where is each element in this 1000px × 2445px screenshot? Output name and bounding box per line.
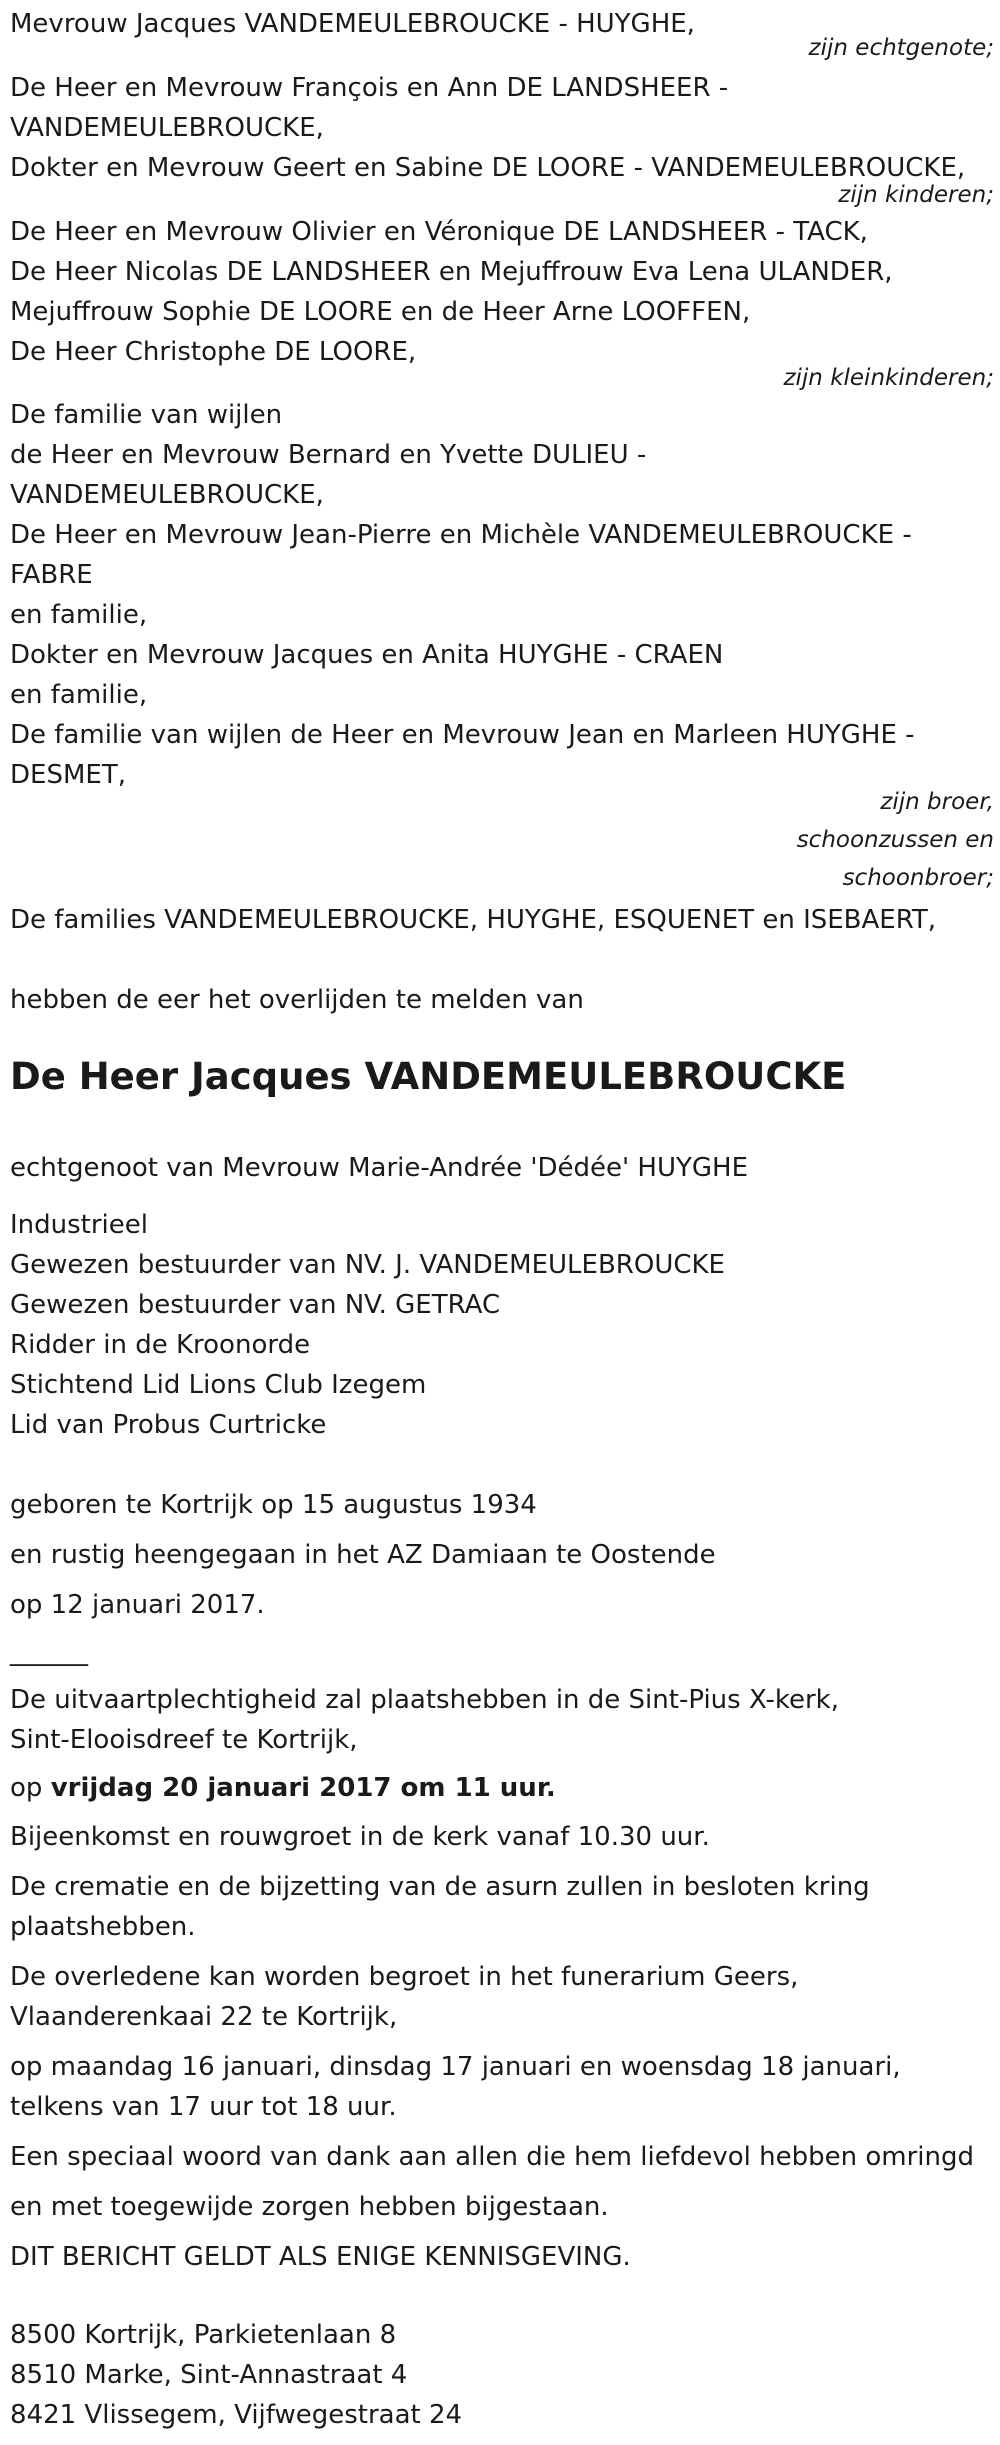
grandchild-line: Mejuffrouw Sophie DE LOORE en de Heer Arne LOOFFEN, [10, 297, 751, 327]
notice-line: DIT BERICHT GELDT ALS ENIGE KENNISGEVING. [10, 2242, 631, 2272]
funeral-date: vrijdag 20 januari 2017 om 11 uur. [50, 1773, 556, 1803]
thanks-line: en met toegewijde zorgen hebben bijgestaan. [10, 2192, 609, 2222]
thanks-line: Een speciaal woord van dank aan allen die hem liefdevol hebben omringd [10, 2142, 974, 2172]
address-line: 8500 Kortrijk, Parkietenlaan 8 [10, 2320, 397, 2350]
title-line: Lid van Probus Curtricke [10, 1410, 327, 1440]
sibling-line: en familie, [10, 600, 148, 630]
deceased-spouse: echtgenoot van Mevrouw Marie-Andrée 'Dédée' HUYGHE [10, 1153, 749, 1183]
grandchild-line: De Heer en Mevrouw Olivier en Véronique DE LANDSHEER - TACK, [10, 217, 868, 247]
funeral-date-line [10, 1768, 556, 1808]
siblings-role: zijn broer, [880, 789, 994, 815]
sibling-line: de Heer en Mevrouw Bernard en Yvette DULIEU - [10, 440, 647, 470]
death-line: en rustig heengegaan in het AZ Damiaan te Oostende [10, 1540, 716, 1570]
grandchild-line: De Heer Christophe DE LOORE, [10, 337, 417, 367]
families-line: De families VANDEMEULEBROUCKE, HUYGHE, ESQUENET en ISEBAERT, [10, 905, 937, 935]
visitation-line: Vlaanderenkaai 22 te Kortrijk, [10, 2002, 398, 2032]
grandchildren-role: zijn kleinkinderen; [783, 365, 994, 391]
deceased-name: De Heer Jacques VANDEMEULEBROUCKE [10, 1055, 847, 1098]
siblings-role: schoonbroer; [842, 865, 994, 891]
title-line: Stichtend Lid Lions Club Izegem [10, 1370, 427, 1400]
child-line: VANDEMEULEBROUCKE, [10, 113, 324, 143]
title-line: Gewezen bestuurder van NV. GETRAC [10, 1290, 501, 1320]
address-line: 8421 Vlissegem, Vijfwegestraat 24 [10, 2400, 463, 2430]
spouse-role: zijn echtgenote; [808, 35, 994, 61]
child-line: Dokter en Mevrouw Geert en Sabine DE LOORE - VANDEMEULEBROUCKE, [10, 153, 966, 183]
siblings-role: schoonzussen en [796, 827, 994, 853]
sibling-line: VANDEMEULEBROUCKE, [10, 480, 324, 510]
announcement: hebben de eer het overlijden te melden van [10, 985, 584, 1015]
spouse-name: Mevrouw Jacques VANDEMEULEBROUCKE - HUYGHE, [10, 9, 695, 39]
sibling-line: Dokter en Mevrouw Jacques en Anita HUYGHE - CRAEN [10, 640, 724, 670]
cremation-line: De crematie en de bijzetting van de asurn zullen in besloten kring [10, 1872, 870, 1902]
funeral-line: Sint-Elooisdreef te Kortrijk, [10, 1725, 358, 1755]
title-line: Gewezen bestuurder van NV. J. VANDEMEULEBROUCKE [10, 1250, 725, 1280]
sibling-line: DESMET, [10, 760, 126, 790]
gathering-line: Bijeenkomst en rouwgroet in de kerk vanaf 10.30 uur. [10, 1822, 710, 1852]
birth-line: geboren te Kortrijk op 15 augustus 1934 [10, 1490, 537, 1520]
title-line: Ridder in de Kroonorde [10, 1330, 311, 1360]
sibling-line: FABRE [10, 560, 93, 590]
grandchild-line: De Heer Nicolas DE LANDSHEER en Mejuffrouw Eva Lena ULANDER, [10, 257, 893, 287]
sibling-line: De Heer en Mevrouw Jean-Pierre en Michèle VANDEMEULEBROUCKE - [10, 520, 912, 550]
death-date-line: op 12 januari 2017. [10, 1590, 265, 1620]
visitation-line: op maandag 16 januari, dinsdag 17 januari en woensdag 18 januari, [10, 2052, 901, 2082]
funeral-line: De uitvaartplechtigheid zal plaatshebben in de Sint-Pius X-kerk, [10, 1685, 839, 1715]
visitation-line: De overledene kan worden begroet in het funerarium Geers, [10, 1962, 799, 1992]
sibling-line: De familie van wijlen de Heer en Mevrouw Jean en Marleen HUYGHE - [10, 720, 915, 750]
funeral-date-prefix: op [10, 1773, 51, 1803]
separator: ______ [10, 1637, 88, 1667]
child-line: De Heer en Mevrouw François en Ann DE LANDSHEER - [10, 73, 729, 103]
address-line: 8510 Marke, Sint-Annastraat 4 [10, 2360, 408, 2390]
cremation-line: plaatshebben. [10, 1912, 196, 1942]
children-role: zijn kinderen; [838, 182, 994, 208]
sibling-line: De familie van wijlen [10, 400, 283, 430]
title-line: Industrieel [10, 1210, 148, 1240]
sibling-line: en familie, [10, 680, 148, 710]
visitation-line: telkens van 17 uur tot 18 uur. [10, 2092, 397, 2122]
